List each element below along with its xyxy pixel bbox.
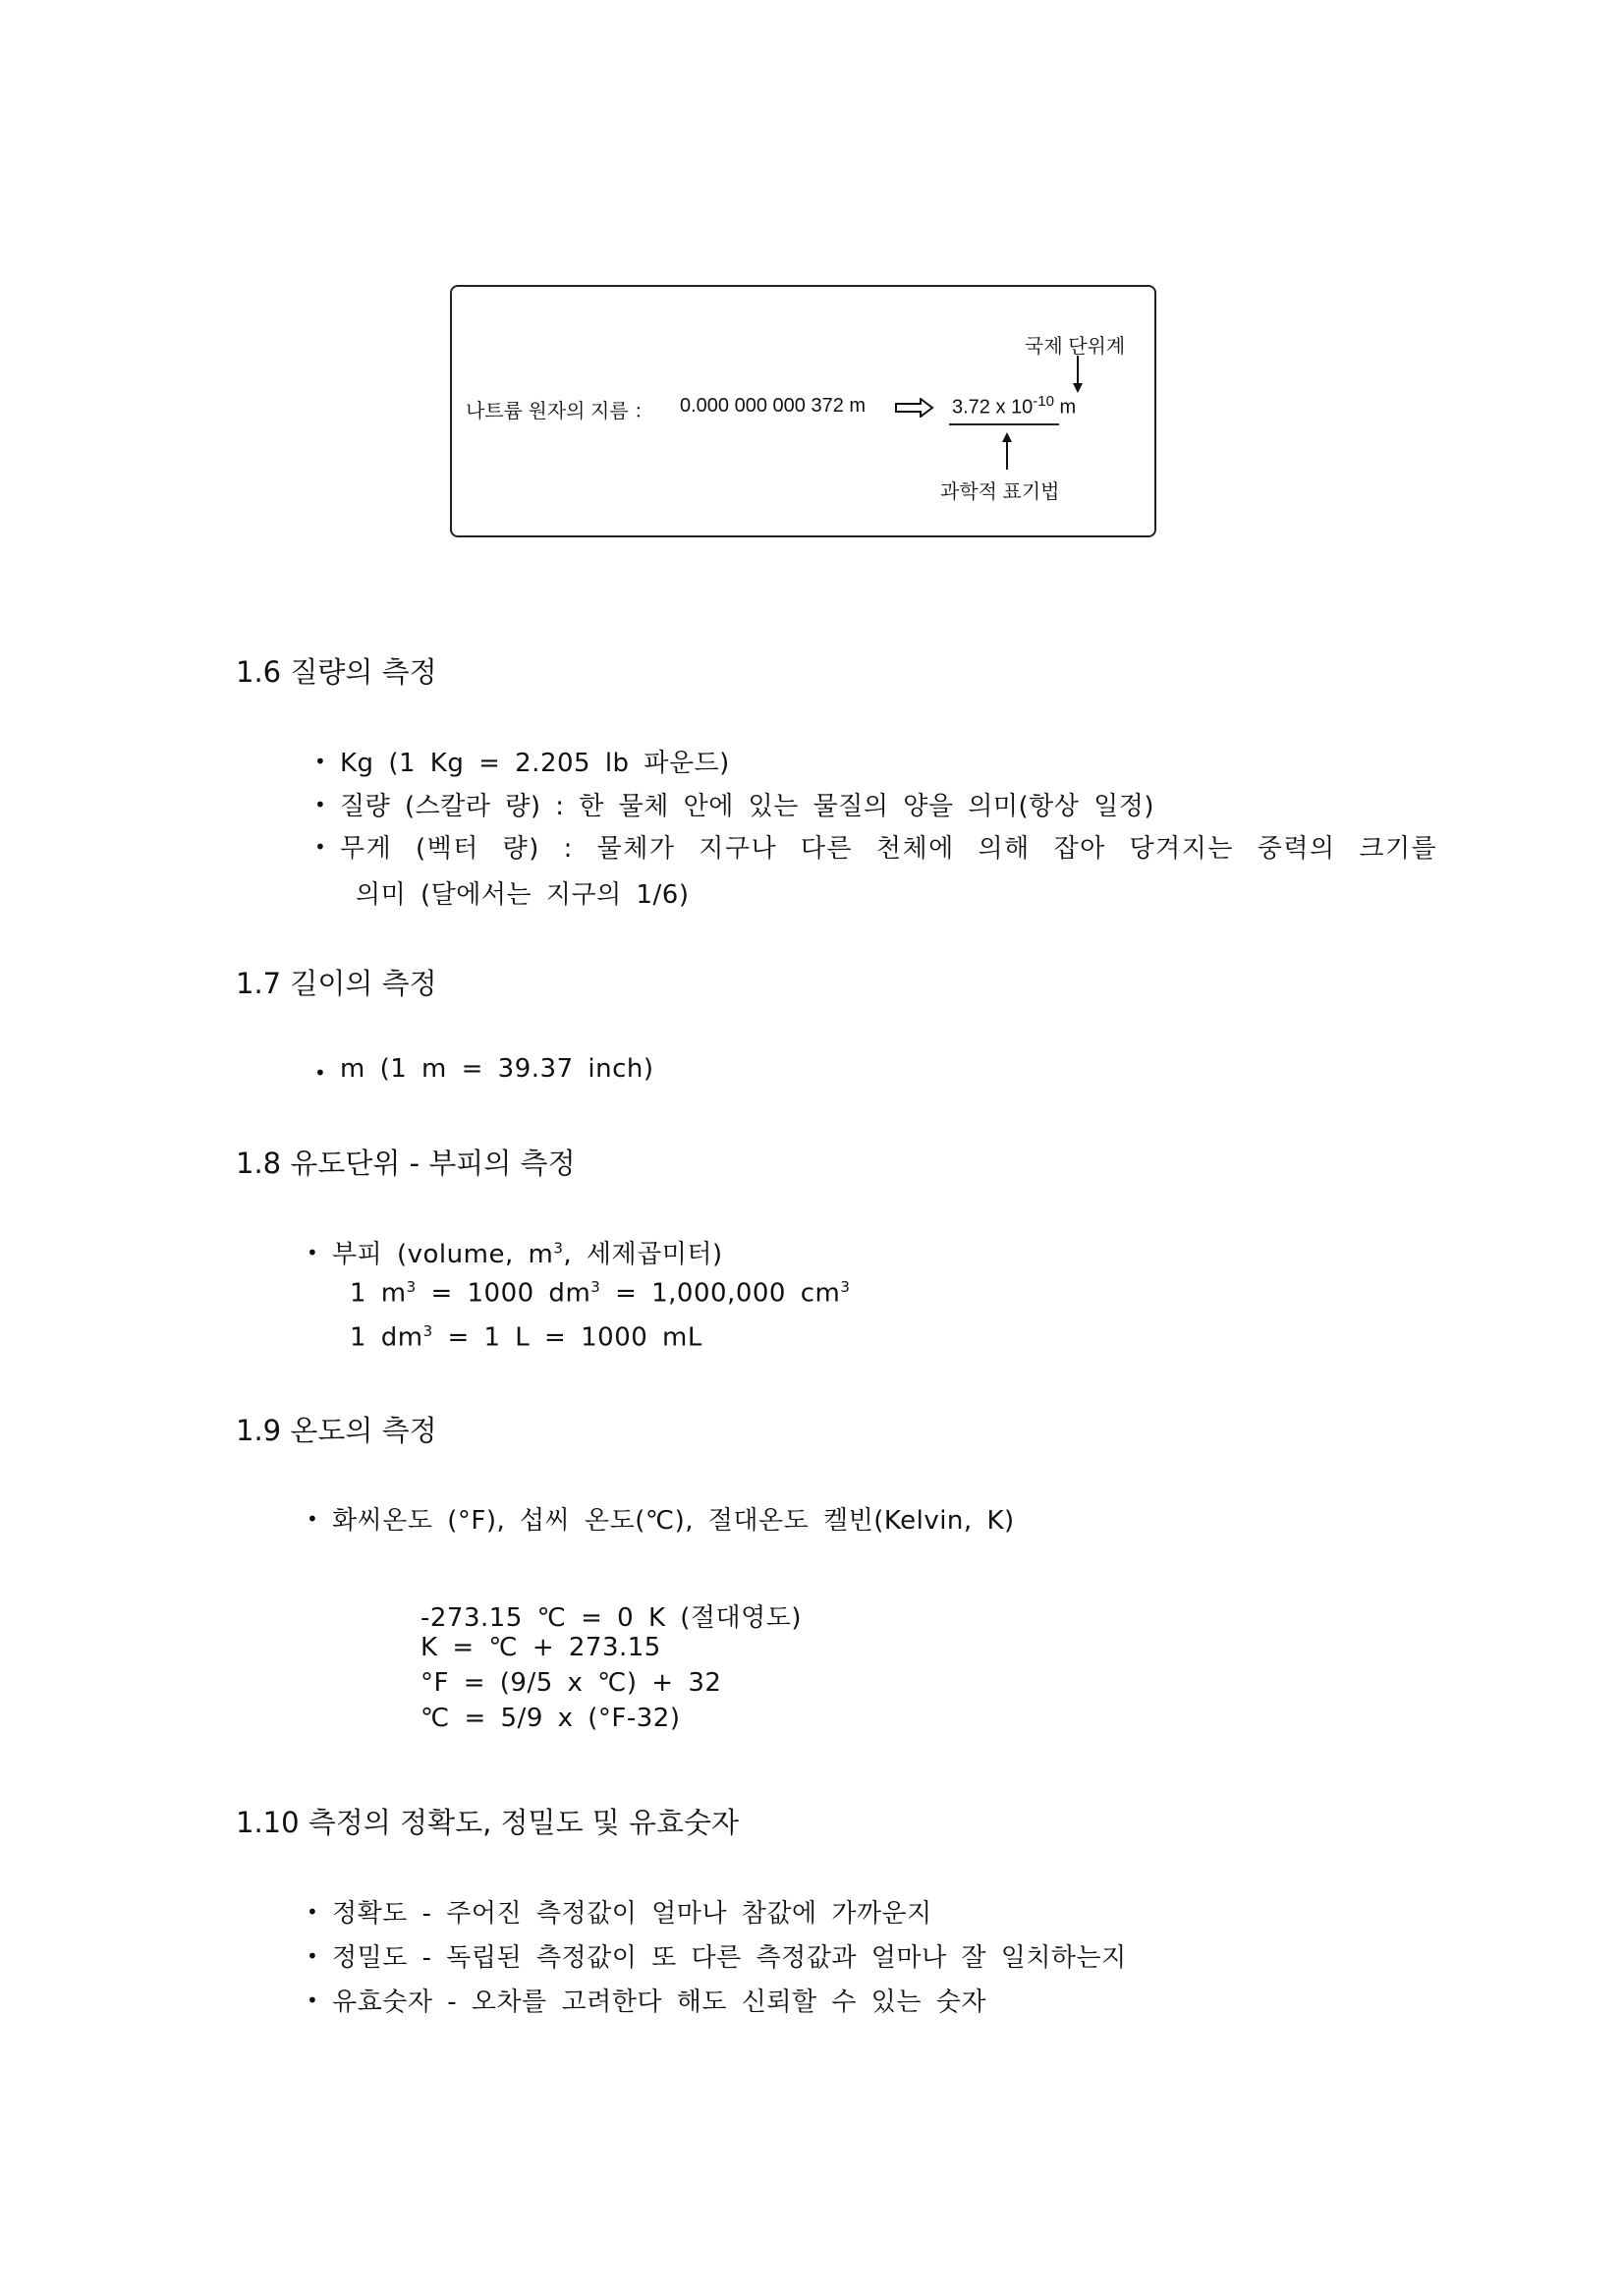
down-arrow-icon — [1071, 356, 1085, 395]
bullet: • — [307, 1944, 318, 1968]
section-heading-1-6: 1.6 질량의 측정 — [236, 655, 437, 689]
list-item: 화씨온도 (°F), 섭씨 온도(℃), 절대온도 켈빈(Kelvin, K) — [332, 1506, 1015, 1536]
list-item: 정확도 - 주어진 측정값이 얼마나 참값에 가까운지 — [332, 1899, 932, 1929]
temperature-formula: °F = (9/5 x ℃) + 32 — [420, 1668, 722, 1698]
temperature-formula: ℃ = 5/9 x (°F-32) — [420, 1704, 681, 1733]
list-item: 유효숫자 - 오차를 고려한다 해도 신뢰할 수 있는 숫자 — [332, 1988, 986, 2017]
section-heading-1-8: 1.8 유도단위 - 부피의 측정 — [236, 1147, 576, 1180]
section-heading-1-9: 1.9 온도의 측정 — [236, 1414, 437, 1447]
underline — [949, 423, 1059, 425]
superscript: 3 — [590, 1278, 601, 1296]
sci-base: 3.72 x 10 — [952, 396, 1034, 419]
up-arrow-icon — [1000, 432, 1014, 470]
list-item: 무게 (벡터 량) : 물체가 지구나 다른 천체에 의해 잡아 당겨지는 중력의 크기를 — [340, 834, 1438, 864]
list-item: m (1 m = 39.37 inch) — [340, 1054, 654, 1084]
sci-unit: m — [1059, 396, 1077, 419]
list-item: Kg (1 Kg = 2.205 lb 파운드) — [340, 749, 730, 778]
bullet: • — [314, 750, 326, 773]
text: = 1000 dm — [416, 1278, 591, 1309]
text: , 세제곱미터) — [563, 1240, 723, 1269]
section-heading-1-10: 1.10 측정의 정확도, 정밀도 및 유효숫자 — [236, 1806, 740, 1839]
section-heading-1-7: 1.7 길이의 측정 — [236, 967, 437, 1000]
sodium-diameter-label: 나트륨 원자의 지름 ： — [466, 401, 654, 422]
list-item: 질량 (스칼라 량) : 한 물체 안에 있는 물질의 양을 의미(항상 일정) — [340, 792, 1155, 821]
sci-exponent: -10 — [1033, 393, 1054, 410]
text: 부피 (volume, m — [332, 1240, 554, 1269]
bullet: • — [314, 1061, 326, 1085]
scientific-notation-note: 과학적 표기법 — [940, 481, 1060, 503]
bullet: • — [314, 793, 326, 816]
superscript: 3 — [553, 1239, 564, 1258]
text: = 1,000,000 cm — [600, 1278, 841, 1309]
list-item: 정밀도 - 독립된 측정값이 또 다른 측정값과 얼마나 잘 일치하는지 — [332, 1943, 1127, 1973]
si-unit-note: 국제 단위계 — [1025, 336, 1126, 358]
bullet: • — [314, 835, 326, 859]
text: 1 dm — [350, 1322, 423, 1353]
decimal-value: 0.000 000 000 372 m — [680, 395, 867, 417]
double-arrow-icon — [895, 398, 934, 418]
bullet: • — [307, 1507, 318, 1531]
temperature-formula: K = ℃ + 273.15 — [420, 1633, 661, 1662]
bullet: • — [307, 1241, 318, 1264]
bullet: • — [307, 1988, 318, 2012]
scientific-value — [952, 393, 1076, 420]
text: 1 m — [350, 1278, 407, 1309]
superscript: 3 — [406, 1278, 417, 1296]
temperature-formula: -273.15 ℃ = 0 K (절대영도) — [420, 1603, 803, 1633]
volume-formula — [350, 1278, 850, 1309]
list-item — [332, 1234, 723, 1270]
superscript: 3 — [422, 1322, 433, 1340]
superscript: 3 — [840, 1278, 851, 1296]
text: = 1 L = 1000 mL — [432, 1322, 702, 1353]
volume-formula — [350, 1322, 702, 1353]
bullet: • — [307, 1900, 318, 1924]
list-item-continuation: 의미 (달에서는 지구의 1/6) — [356, 880, 690, 910]
